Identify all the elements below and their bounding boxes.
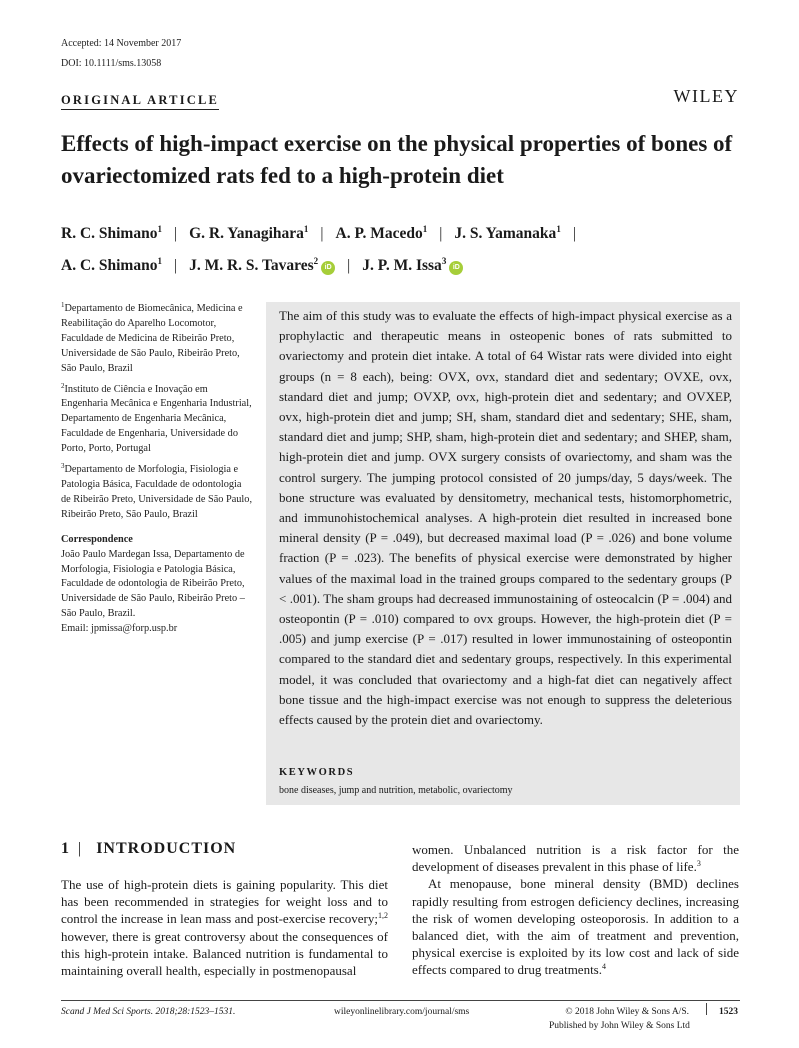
author-name-text: A. C. Shimano bbox=[61, 257, 158, 274]
affiliation-marker: 1 bbox=[556, 224, 561, 234]
author-name[interactable] bbox=[362, 257, 463, 274]
affiliation-text: Departamento de Biomecânica, Medicina e Reabilitação do Aparelho Locomotor, Faculdade de Medicina de Ribeirão Preto, Universidade de São Paulo, Ribeirão Preto, São Paulo, Brazil bbox=[61, 303, 243, 374]
author-list bbox=[61, 218, 761, 282]
author-name-text: A. P. Macedo bbox=[335, 225, 423, 242]
author-line-1 bbox=[61, 218, 761, 250]
orcid-icon[interactable]: iD bbox=[449, 261, 463, 275]
page-number: 1523 bbox=[719, 1007, 738, 1017]
author-name[interactable] bbox=[189, 225, 308, 242]
paragraph-text: At menopause, bone mineral density (BMD) declines rapidly resulting from estrogen deficiency declines, increasing the risk of women developing osteoporosis. In addition to a balanced diet, with the aim of treatment and prevention, physical exercise is exploited by its low cost and lack of side effects compared to drug treatments. bbox=[412, 876, 739, 978]
publisher-logo: WILEY bbox=[673, 86, 739, 106]
author-separator: | bbox=[173, 257, 178, 274]
affiliation-marker: 1 bbox=[303, 224, 309, 234]
footer-rule bbox=[61, 1000, 740, 1001]
body-column-left bbox=[61, 876, 388, 979]
author-name-text: G. R. Yanagihara bbox=[189, 225, 304, 242]
section-heading-introduction bbox=[61, 840, 236, 858]
section-title: INTRODUCTION bbox=[96, 840, 237, 857]
intro-paragraph-2 bbox=[412, 875, 739, 978]
citation-link[interactable]: 4 bbox=[602, 962, 606, 972]
affiliations-column bbox=[61, 302, 253, 637]
author-separator: | bbox=[173, 225, 178, 242]
citation-link[interactable]: 3 bbox=[696, 859, 701, 869]
affiliation-1 bbox=[61, 302, 253, 377]
author-name-text: J. M. R. S. Tavares bbox=[189, 257, 314, 274]
article-type-label: ORIGINAL ARTICLE bbox=[61, 93, 219, 110]
paragraph-text: The use of high-protein diets is gaining popularity. This diet has been recommended in strategies for weight loss and to control the increase in lean mass and post-exercise recovery; bbox=[61, 877, 388, 927]
author-name-text: J. P. M. Issa bbox=[362, 257, 442, 274]
affiliation-marker: 3 bbox=[441, 256, 447, 266]
affiliation-3 bbox=[61, 463, 253, 523]
affiliation-number: 1 bbox=[61, 301, 65, 309]
correspondence-email[interactable]: Email: jpmissa@forp.usp.br bbox=[61, 623, 178, 635]
keywords-list: bone diseases, jump and nutrition, metabolic, ovariectomy bbox=[279, 785, 513, 796]
correspondence-text: João Paulo Mardegan Issa, Departamento de Morfologia, Fisiologia e Patologia Básica, Faculdade de odontologia de Ribeirão Preto, Universidade de São Paulo, Ribeirão Preto – São Paulo, Brazil. bbox=[61, 548, 245, 620]
orcid-icon[interactable]: iD bbox=[321, 261, 335, 275]
paper-title: Effects of high-impact exercise on the physical properties of bones of ovariectomized rats fed to a high-protein diet bbox=[61, 131, 733, 188]
author-name-text: J. S. Yamanaka bbox=[454, 225, 557, 242]
paragraph-text: women. Unbalanced nutrition is a risk factor for the development of diseases prevalent in this phase of life. bbox=[412, 842, 739, 875]
intro-paragraph-1 bbox=[61, 876, 388, 979]
affiliation-number: 2 bbox=[61, 381, 65, 390]
author-name[interactable] bbox=[189, 257, 335, 274]
footer-copyright: © 2018 John Wiley & Sons A/S. bbox=[565, 1007, 689, 1017]
author-line-2 bbox=[61, 250, 761, 282]
keywords-heading: KEYWORDS bbox=[279, 767, 355, 778]
author-name[interactable] bbox=[336, 225, 428, 242]
author-name[interactable] bbox=[61, 257, 162, 274]
affiliation-2 bbox=[61, 383, 253, 458]
footer-journal-citation: Scand J Med Sci Sports. 2018;28:1523–1531. bbox=[61, 1007, 236, 1017]
paragraph-text: however, there is great controversy about the consequences of this high-protein intake. Balanced nutrition is fundamental to maintaining overall health, especially in postmenopausal bbox=[61, 928, 388, 979]
affiliation-marker: 1 bbox=[422, 224, 428, 234]
affiliation-marker: 1 bbox=[157, 256, 162, 266]
author-separator: | bbox=[572, 225, 576, 242]
section-separator: | bbox=[78, 840, 83, 857]
section-number: 1 bbox=[61, 840, 70, 857]
affiliation-marker: 1 bbox=[157, 224, 162, 234]
author-name[interactable] bbox=[454, 225, 560, 242]
footer-published-by: Published by John Wiley & Sons Ltd bbox=[549, 1021, 690, 1031]
citation-link[interactable]: 1,2 bbox=[378, 911, 388, 921]
author-name[interactable] bbox=[61, 225, 162, 242]
intro-paragraph-1-continued bbox=[412, 841, 739, 875]
author-separator: | bbox=[320, 225, 324, 242]
footer-divider bbox=[706, 1003, 707, 1015]
footer-journal-url[interactable]: wileyonlinelibrary.com/journal/sms bbox=[334, 1007, 470, 1017]
correspondence-heading: Correspondence bbox=[61, 533, 133, 545]
author-separator: | bbox=[347, 257, 351, 274]
accepted-date: Accepted: 14 November 2017 bbox=[61, 38, 182, 49]
affiliation-text: Instituto de Ciência e Inovação em Engenharia Mecânica e Engenharia Industrial, Departamento de Engenharia Mecânica, Faculdade de Engenharia, Universidade do Porto, Porto, Portugal bbox=[61, 383, 252, 455]
doi[interactable]: DOI: 10.1111/sms.13058 bbox=[61, 58, 162, 69]
body-column-right bbox=[412, 841, 739, 979]
author-separator: | bbox=[439, 225, 443, 242]
affiliation-text: Departamento de Morfologia, Fisiologia e Patologia Básica, Faculdade de odontologia de Ribeirão Preto, Universidade de São Paulo, Ribeirão Preto, São Paulo, Brazil bbox=[61, 464, 253, 520]
author-name-text: R. C. Shimano bbox=[61, 225, 158, 242]
abstract-panel bbox=[266, 302, 740, 805]
affiliation-marker: 2 bbox=[313, 256, 319, 266]
abstract-text: The aim of this study was to evaluate the effects of high-impact physical exercise as a prophylactic and therapeutic means in osteopenic bones of rats submitted to ovariectomy and protein diet intake. A total of 64 Wistar rats were divided into eight groups (n = 8 each), being: OVX, ovx, standard diet and sedentary; OVXE, ovx, standard diet and jump; OVXP, ovx, high-protein diet and sedentary; and OVXEP, ovx, high-protein diet and jump; SH, sham, standard diet and sedentary; SHE, sham, standard diet and jump; SHP, sham, high-protein diet and sedentary; and SHEP, sham, high-protein diet and jump. OVX surgery consists of ovariectomy, and sham was the control surgery. The jumping protocol consisted of 20 jumps/day, 5 days/week. The bone structure was evaluated by densitometry, mechanical tests, histomorphometric, and immunohistochemical analyses. A high-protein diet resulted in increased bone mineral density (P = .049), but decreased maximal load (P = .026) and bone volume fraction (P = .023). The benefits of physical exercise were demonstrated by higher values of the maximal load in the trained groups compared to the sedentary groups (P < .001). The sham groups had decreased immunostaining of osteocalcin (P = .004) and osteopontin (P = .010) compared to ovx groups. However, the high-protein diet (P = .005) and jump exercise (P = .017) resulted in lower immunostaining of osteopontin compared to the standard diet and sedentary groups, respectively. In this experimental model, it was concluded that ovariectomy and a high-fat diet can negatively affect bone tissue and the high-impact exercise was not enough to suppress the deleterious effects caused by the protein diet and ovariectomy. bbox=[279, 308, 732, 728]
affiliation-number: 3 bbox=[61, 462, 65, 471]
